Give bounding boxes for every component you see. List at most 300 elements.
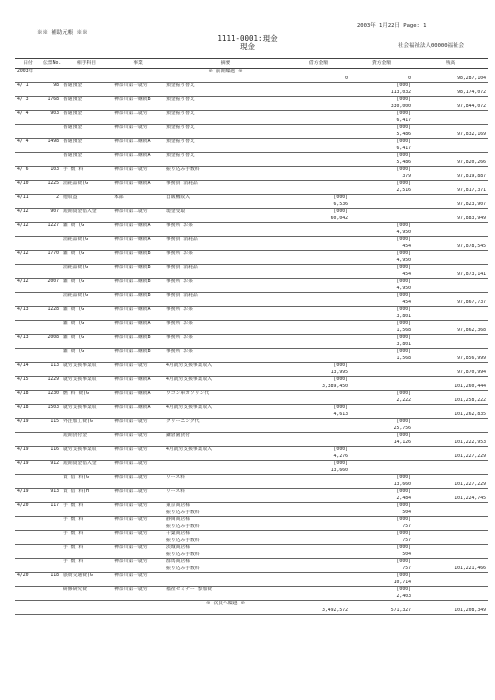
cell-date	[15, 76, 41, 83]
cell-memo: 4月就労支援事業収入	[166, 405, 213, 410]
cell-debit: [000]	[333, 209, 348, 214]
cell-debit	[287, 139, 350, 146]
cell-debit	[287, 552, 350, 559]
cell-debit	[287, 223, 350, 230]
table-row	[15, 139, 488, 146]
cell-balance	[413, 517, 488, 524]
table-row	[15, 195, 488, 202]
cell-debit: 4,613	[287, 412, 350, 419]
cell-date	[15, 244, 41, 251]
cell-voucher-no	[41, 356, 61, 363]
cell-credit: [000]	[396, 545, 411, 550]
cell-balance	[413, 265, 488, 272]
cell-counter-account: 普通預金	[63, 153, 83, 158]
cell-memo: 4月就労支援事業収入	[166, 363, 213, 368]
cell-memo	[164, 440, 287, 447]
cell-date	[15, 608, 41, 615]
cell-balance	[413, 146, 488, 153]
cell-voucher-no: 2007	[47, 279, 59, 284]
cell-date: 4/12	[17, 251, 29, 256]
cell-debit	[287, 398, 350, 405]
cell-debit	[287, 573, 350, 580]
cell-balance	[413, 111, 488, 118]
cell-credit	[350, 216, 413, 223]
cell-credit: [000]	[396, 97, 411, 102]
col-debit: 借方金額	[287, 60, 350, 69]
table-row	[15, 419, 488, 426]
table-row	[15, 300, 488, 307]
cell-memo	[164, 461, 287, 468]
table-row	[15, 559, 488, 566]
cell-date	[15, 202, 41, 209]
cell-debit	[287, 244, 350, 251]
cell-counter-account	[61, 594, 112, 601]
cell-voucher-no: 98	[53, 83, 59, 88]
cell-credit: [000]	[396, 307, 411, 312]
cell-voucher-no	[41, 524, 61, 531]
cell-balance: 97,873,141	[413, 272, 488, 279]
cell-credit: [000]	[396, 181, 411, 186]
cell-debit: 3,492,572	[287, 608, 350, 615]
col-date: 日付	[15, 60, 41, 69]
cell-memo	[164, 202, 287, 209]
table-row	[15, 510, 488, 517]
cell-debit	[287, 328, 350, 335]
cell-credit: 5,486	[350, 132, 413, 139]
table-row	[15, 447, 488, 454]
cell-voucher-no: 1230	[47, 391, 59, 396]
cell-voucher-no	[41, 230, 61, 237]
cell-credit: 4,950	[350, 230, 413, 237]
cell-credit	[350, 69, 413, 76]
cell-credit: [000]	[396, 587, 411, 592]
cell-debit	[287, 174, 350, 181]
cell-voucher-no	[41, 517, 61, 524]
cell-voucher-no: 103	[50, 167, 59, 172]
cell-memo: 事務所 お茶	[166, 223, 193, 228]
cell-voucher-no	[41, 468, 61, 475]
table-row	[15, 251, 488, 258]
cell-voucher-no	[41, 566, 61, 573]
cell-voucher-no	[41, 132, 61, 139]
cell-counter-account	[61, 314, 112, 321]
cell-counter-account	[61, 384, 112, 391]
cell-counter-account	[61, 608, 112, 615]
cell-date: 4/12	[17, 223, 29, 228]
table-row	[15, 587, 488, 594]
cell-business	[112, 496, 164, 503]
cell-memo: 預金振り替え	[166, 153, 195, 158]
cell-balance	[413, 510, 488, 517]
cell-date: 4/ 4	[17, 139, 29, 144]
table-row	[15, 531, 488, 538]
cell-voucher-no	[41, 349, 61, 356]
table-row	[15, 328, 488, 335]
cell-memo: 振り込み手数料	[164, 538, 287, 545]
cell-memo: 事務員 消耗品	[166, 181, 198, 186]
cell-counter-account	[61, 412, 112, 419]
cell-voucher-no	[41, 174, 61, 181]
cell-counter-account	[61, 174, 112, 181]
cell-debit	[287, 118, 350, 125]
cell-voucher-no: 903	[50, 111, 59, 116]
cell-credit: [000]	[396, 573, 411, 578]
cell-counter-account: 消耗品費(G	[63, 293, 88, 298]
cell-memo	[164, 482, 287, 489]
cell-counter-account	[61, 188, 112, 195]
cell-date: 4/18	[17, 391, 29, 396]
cell-memo: 群馬商店様	[166, 559, 190, 564]
cell-date	[15, 454, 41, 461]
cell-business	[112, 216, 164, 223]
cell-date: 4/12	[17, 209, 29, 214]
table-row	[15, 174, 488, 181]
table-row	[15, 321, 488, 328]
cell-memo: 事務所 お茶	[166, 349, 193, 354]
table-row	[15, 286, 488, 293]
cell-counter-account: 手 数 料	[63, 545, 84, 550]
cell-voucher-no	[41, 398, 61, 405]
table-row	[15, 573, 488, 580]
col-voucher-no: 伝票No.	[41, 60, 61, 69]
cell-business: 神奈川第一就労	[114, 503, 148, 508]
cell-credit	[350, 370, 413, 377]
cell-balance	[413, 594, 488, 601]
organization-name: 社会福祉法人00000福祉会	[398, 43, 465, 49]
cell-counter-account	[61, 69, 112, 76]
cell-business: 神奈川第一就労	[114, 559, 148, 564]
cell-date	[15, 384, 41, 391]
cell-debit	[287, 587, 350, 594]
cell-business: 神奈川第一継続A	[114, 377, 151, 382]
cell-date	[15, 153, 41, 160]
cell-memo: リース料	[166, 475, 185, 480]
cell-credit	[350, 454, 413, 461]
cell-memo	[164, 314, 287, 321]
cell-counter-account: 手 数 料	[63, 559, 84, 564]
cell-counter-account: 燃 料 費(G	[63, 391, 89, 396]
table-row	[15, 545, 488, 552]
cell-debit	[287, 132, 350, 139]
cell-balance	[413, 293, 488, 300]
cell-balance	[413, 461, 488, 468]
cell-balance	[413, 419, 488, 426]
cell-debit	[287, 594, 350, 601]
cell-credit: [000]	[396, 475, 411, 480]
cell-memo: 事務所 お茶	[166, 251, 193, 256]
cell-business	[112, 146, 164, 153]
cell-counter-account	[61, 300, 112, 307]
cell-counter-account	[61, 566, 112, 573]
cell-voucher-no	[41, 237, 61, 244]
cell-date	[15, 440, 41, 447]
cell-credit: 504	[350, 510, 413, 517]
table-row	[15, 461, 488, 468]
cell-business: 神奈川第一就労	[114, 167, 148, 172]
cell-credit: 3,801	[350, 314, 413, 321]
cell-balance: 97,883,949	[413, 216, 488, 223]
cell-balance	[413, 258, 488, 265]
cell-credit: [000]	[396, 111, 411, 116]
cell-voucher-no	[41, 153, 61, 160]
cell-balance	[413, 153, 488, 160]
cell-counter-account	[61, 601, 112, 608]
cell-credit: 2,484	[350, 496, 413, 503]
cell-counter-account	[61, 328, 112, 335]
cell-memo: 預金振り替え	[166, 111, 195, 116]
cell-voucher-no: 1770	[47, 251, 59, 256]
cell-business	[112, 594, 164, 601]
cell-voucher-no: 907	[50, 209, 59, 214]
cell-counter-account	[61, 440, 112, 447]
cell-credit: [000]	[396, 517, 411, 522]
cell-business: 神奈川第一継続B	[114, 265, 151, 270]
cell-voucher-no: 2	[56, 195, 59, 200]
cell-date	[15, 118, 41, 125]
cell-credit: [000]	[396, 167, 411, 172]
cell-counter-account	[61, 482, 112, 489]
cell-balance	[413, 475, 488, 482]
cell-date	[15, 237, 41, 244]
cell-credit: 4,950	[350, 258, 413, 265]
cell-date: 4/ 4	[17, 111, 29, 116]
cell-debit	[287, 153, 350, 160]
cell-memo	[164, 174, 287, 181]
cell-debit	[287, 230, 350, 237]
cell-credit: [000]	[396, 559, 411, 564]
cell-date: 4/19	[17, 419, 29, 424]
cell-credit	[350, 195, 413, 202]
cell-business: 神奈川第二継続B	[114, 335, 151, 340]
cell-debit	[287, 559, 350, 566]
table-row	[15, 90, 488, 97]
cell-credit: 1,568	[350, 328, 413, 335]
cell-voucher-no: 1768	[47, 97, 59, 102]
cell-debit: [000]	[333, 363, 348, 368]
cell-business	[112, 104, 164, 111]
cell-voucher-no	[41, 496, 61, 503]
cell-balance: 98,287,104	[413, 76, 488, 83]
table-row	[15, 384, 488, 391]
cell-memo: 茨城商店様	[166, 545, 190, 550]
cell-counter-account: 雑 費 (G	[63, 223, 85, 228]
cell-memo	[164, 244, 287, 251]
cell-debit	[287, 188, 350, 195]
cell-date: 4/19	[17, 461, 29, 466]
table-row	[15, 440, 488, 447]
cell-credit: [000]	[396, 433, 411, 438]
cell-date	[15, 538, 41, 545]
cell-voucher-no: 116	[50, 447, 59, 452]
cell-memo: 自販機収入	[166, 195, 190, 200]
cell-balance: 101,224,745	[413, 496, 488, 503]
cell-business	[112, 230, 164, 237]
cell-date: 4/19	[17, 447, 29, 452]
cell-debit	[287, 440, 350, 447]
cell-credit: 504	[350, 552, 413, 559]
cell-business	[112, 384, 164, 391]
cell-date: 4/ 6	[17, 167, 29, 172]
ledger-type-label: ※※ 補助元帳 ※※	[37, 30, 88, 36]
cell-balance	[413, 405, 488, 412]
table-row	[15, 132, 488, 139]
table-row	[15, 104, 488, 111]
cell-counter-account	[61, 356, 112, 363]
cell-business	[112, 454, 164, 461]
table-row	[15, 335, 488, 342]
cell-debit	[287, 482, 350, 489]
cell-debit	[287, 307, 350, 314]
cell-voucher-no	[41, 188, 61, 195]
cell-voucher-no	[41, 293, 61, 300]
cell-business: 神奈川第一就労	[114, 531, 148, 536]
cell-date	[15, 426, 41, 433]
table-row	[15, 69, 488, 76]
cell-counter-account	[61, 426, 112, 433]
table-row	[15, 314, 488, 321]
cell-memo: 振り込み手数料	[164, 566, 287, 573]
cell-business: 神奈川第二就労	[114, 475, 148, 480]
cell-date: 4/ 3	[17, 97, 29, 102]
cell-credit: 1,568	[350, 356, 413, 363]
cell-debit	[287, 125, 350, 132]
table-row	[15, 580, 488, 587]
table-row	[15, 454, 488, 461]
table-row	[15, 167, 488, 174]
cell-date	[15, 321, 41, 328]
cell-memo: 預金振り替え	[166, 139, 195, 144]
table-row	[15, 202, 488, 209]
cell-counter-account	[61, 370, 112, 377]
cell-date: 4/20	[17, 503, 29, 508]
cell-debit	[287, 475, 350, 482]
cell-business	[112, 69, 164, 76]
cell-debit	[287, 286, 350, 293]
cell-counter-account: 消耗品費(G	[63, 237, 88, 242]
cell-debit	[287, 300, 350, 307]
cell-memo: 預金振り替え	[166, 97, 195, 102]
cell-credit: 6,417	[350, 118, 413, 125]
cell-business	[112, 524, 164, 531]
table-row	[15, 223, 488, 230]
cell-debit	[287, 237, 350, 244]
cell-memo	[164, 580, 287, 587]
cell-voucher-no	[41, 104, 61, 111]
cell-debit	[287, 342, 350, 349]
cell-voucher-no	[41, 118, 61, 125]
cell-voucher-no	[41, 559, 61, 566]
cell-balance	[413, 83, 488, 90]
table-row	[15, 209, 488, 216]
cell-counter-account: 手 数 料	[63, 517, 84, 522]
cell-voucher-no	[41, 258, 61, 265]
cell-business	[112, 188, 164, 195]
cell-business: 神奈川第二継続A	[114, 153, 151, 158]
cell-balance	[413, 230, 488, 237]
table-row	[15, 363, 488, 370]
cell-debit: [000]	[333, 461, 348, 466]
cell-date	[15, 433, 41, 440]
cell-counter-account: 雑 費 (G	[63, 251, 85, 256]
table-row	[15, 188, 488, 195]
cell-memo	[164, 160, 287, 167]
cell-voucher-no	[41, 510, 61, 517]
cell-business	[112, 160, 164, 167]
cell-voucher-no	[41, 384, 61, 391]
cell-memo: 事務員 消耗品	[166, 265, 198, 270]
cell-date	[15, 216, 41, 223]
cell-credit: 757	[350, 566, 413, 573]
cell-voucher-no: 912	[50, 461, 59, 466]
cell-date	[15, 265, 41, 272]
cell-counter-account	[61, 468, 112, 475]
cell-voucher-no: 118	[50, 573, 59, 578]
cell-memo	[164, 118, 287, 125]
cell-credit: [000]	[396, 321, 411, 326]
cell-voucher-no: 1225	[47, 181, 59, 186]
cell-business	[112, 608, 164, 615]
table-row	[15, 552, 488, 559]
cell-debit: 6,536	[287, 202, 350, 209]
cell-memo: 預金振り替え	[166, 125, 195, 130]
cell-credit: [000]	[396, 503, 411, 508]
account-code: 1111-0001:現金	[217, 34, 278, 43]
cell-business: 神奈川第一就労	[114, 83, 148, 88]
cell-credit	[350, 209, 413, 216]
table-row	[15, 391, 488, 398]
cell-debit	[287, 97, 350, 104]
cell-memo: ※ 次頁へ繰越 ※	[205, 601, 246, 606]
cell-balance	[413, 503, 488, 510]
cell-memo: 静岡商店様	[166, 517, 190, 522]
cell-counter-account	[61, 538, 112, 545]
cell-balance: 97,867,737	[413, 300, 488, 307]
cell-counter-account	[61, 342, 112, 349]
cell-debit	[287, 104, 350, 111]
cell-debit	[287, 293, 350, 300]
cell-counter-account: 研修研究費	[63, 587, 87, 592]
cell-voucher-no: 117	[50, 503, 59, 508]
cell-balance	[413, 279, 488, 286]
cell-counter-account	[61, 454, 112, 461]
cell-date: 4/13	[17, 335, 29, 340]
cell-voucher-no	[41, 454, 61, 461]
cell-balance: 101,260,444	[413, 384, 488, 391]
cell-voucher-no	[41, 76, 61, 83]
cell-debit	[287, 426, 350, 433]
cell-memo	[164, 594, 287, 601]
cell-business	[112, 412, 164, 419]
cell-business: 神奈川第二継続B	[114, 349, 151, 354]
cell-balance	[413, 181, 488, 188]
cell-business: 神奈川第二就労	[114, 461, 148, 466]
cell-memo: 事務所 お茶	[166, 307, 193, 312]
cell-business	[112, 286, 164, 293]
cell-counter-account	[61, 90, 112, 97]
cell-voucher-no	[41, 440, 61, 447]
cell-date	[15, 188, 41, 195]
cell-voucher-no	[41, 272, 61, 279]
cell-debit	[287, 314, 350, 321]
cell-credit: 6,417	[350, 146, 413, 153]
cell-business	[112, 426, 164, 433]
cell-date	[15, 370, 41, 377]
cell-memo	[164, 328, 287, 335]
cell-debit	[287, 580, 350, 587]
table-row	[15, 76, 488, 83]
table-row	[15, 307, 488, 314]
table-row	[15, 244, 488, 251]
